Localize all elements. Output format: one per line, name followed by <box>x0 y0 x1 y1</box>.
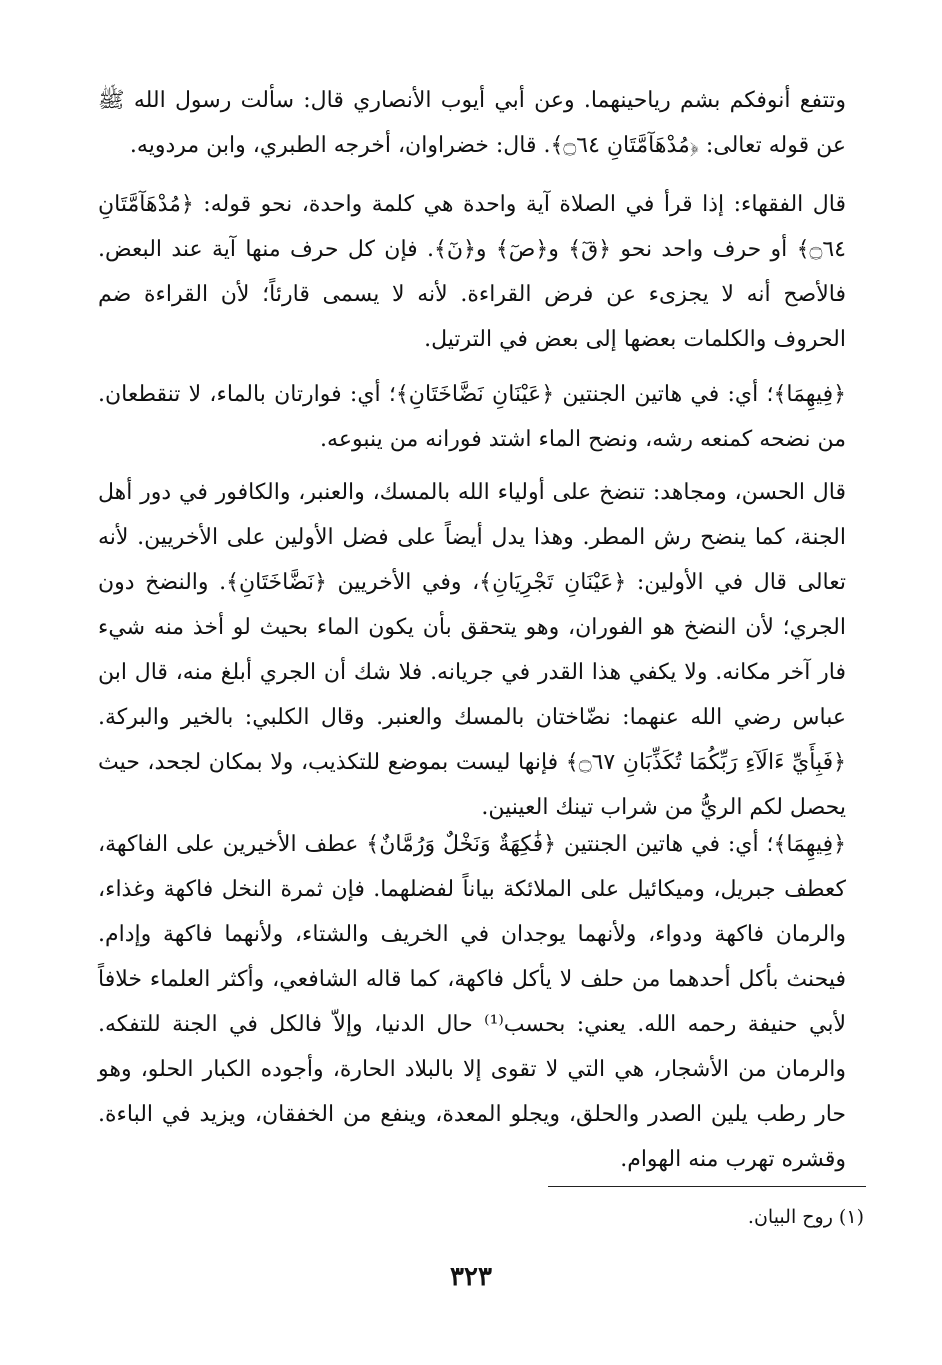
paragraph-5: ﴿فِيهِمَا﴾؛ أي: في هاتين الجنتين ﴿فَٰكِهَةٌ وَنَخْلٌ وَرُمَّانٌ﴾ عطف الأخيرين على الفاكهة، كعطف جبريل، وميكائيل على الملائكة بياناً لفضلهما. فإن ثمرة النخل فاكهة وغذاء، والرمان فاكهة ودواء، ولأنهما يوجدان في الخريف والشتاء، ولأنهما فاكهة وإدام. فيحنث بأكل أحدهما من حلف لا يأكل فاكهة، كما قاله الشافعي، وأكثر العلماء خلافاً لأبي حنيفة رحمه الله. يعني: بحسب⁽¹⁾ حال الدنيا، وإلاّ فالكل في الجنة للتفكه. والرمان من الأشجار، هي التي لا تقوى إلا بالبلاد الحارة، وأجوده الكبار الحلو، وهو حار رطب يلين الصدر والحلق، ويجلو المعدة، وينفع من الخفقان، ويزيد في الباءة. وقشره تهرب منه الهوام. <box>98 832 846 1172</box>
paragraph-2: قال الفقهاء: إذا قرأ في الصلاة آية واحدة هي كلمة واحدة، نحو قوله: ﴿مُدْهَآمَّتَانِ ۝٦٤﴾ أو حرف واحد نحو ﴿قٓ﴾ و﴿صٓ﴾ و﴿نٓ﴾. فإن كل حرف منها آية عند البعض. فالأصح أنه لا يجزىء عن فرض القراءة. لأنه لا يسمى قارئاً؛ لأن القراءة ضم الحروف والكلمات بعضها إلى بعض في الترتيل. <box>98 192 846 352</box>
paragraph-1: وتتفع أنوفكم بشم رياحينهما. وعن أبي أيوب الأنصاري قال: سألت رسول الله ﷺ عن قوله تعالى: ﴿مُدْهَآمَّتَانِ ۝٦٤﴾. قال: خضراوان، أخرجه الطبري، وابن مردويه. <box>98 88 846 158</box>
footnote: (١) روح البيان. <box>747 1206 864 1228</box>
paragraph-3: ﴿فِيهِمَا﴾؛ أي: في هاتين الجنتين ﴿عَيْنَانِ نَضَّاخَتَانِ﴾؛ أي: فوارتان بالماء، لا تنقطعان. من نضحه كمنعه رشه، ونضح الماء اشتد فورانه من ينبوعه. <box>98 382 846 452</box>
footnote-divider <box>548 1186 866 1187</box>
page-number: ٣٢٣ <box>450 1262 492 1292</box>
paragraph-4: قال الحسن، ومجاهد: تنضخ على أولياء الله بالمسك، والعنبر، والكافور في دور أهل الجنة، كما ينضح رش المطر. وهذا يدل أيضاً على فضل الأولين على الأخريين. لأنه تعالى قال في الأولين: ﴿عَيْنَانِ تَجْرِيَانِ﴾، وفي الأخريين ﴿نَضَّاخَتَانِ﴾. والنضخ دون الجري؛ لأن النضخ هو الفوران، وهو يتحقق بأن يكون الماء بحيث لو أخذ منه شيء فار آخر مكانه. ولا يكفي هذا القدر في جريانه. فلا شك أن الجري أبلغ منه، قال ابن عباس رضي الله عنهما: نضّاختان بالمسك والعنبر. وقال الكلبي: بالخير والبركة. ﴿فَبِأَيِّ ءَالَآءِ رَبِّكُمَا تُكَذِّبَانِ ۝٦٧﴾ فإنها ليست بموضع للتكذيب، ولا بمكان لجحد، حيث يحصل لكم الريُّ من شراب تينك العينين. <box>98 480 846 820</box>
